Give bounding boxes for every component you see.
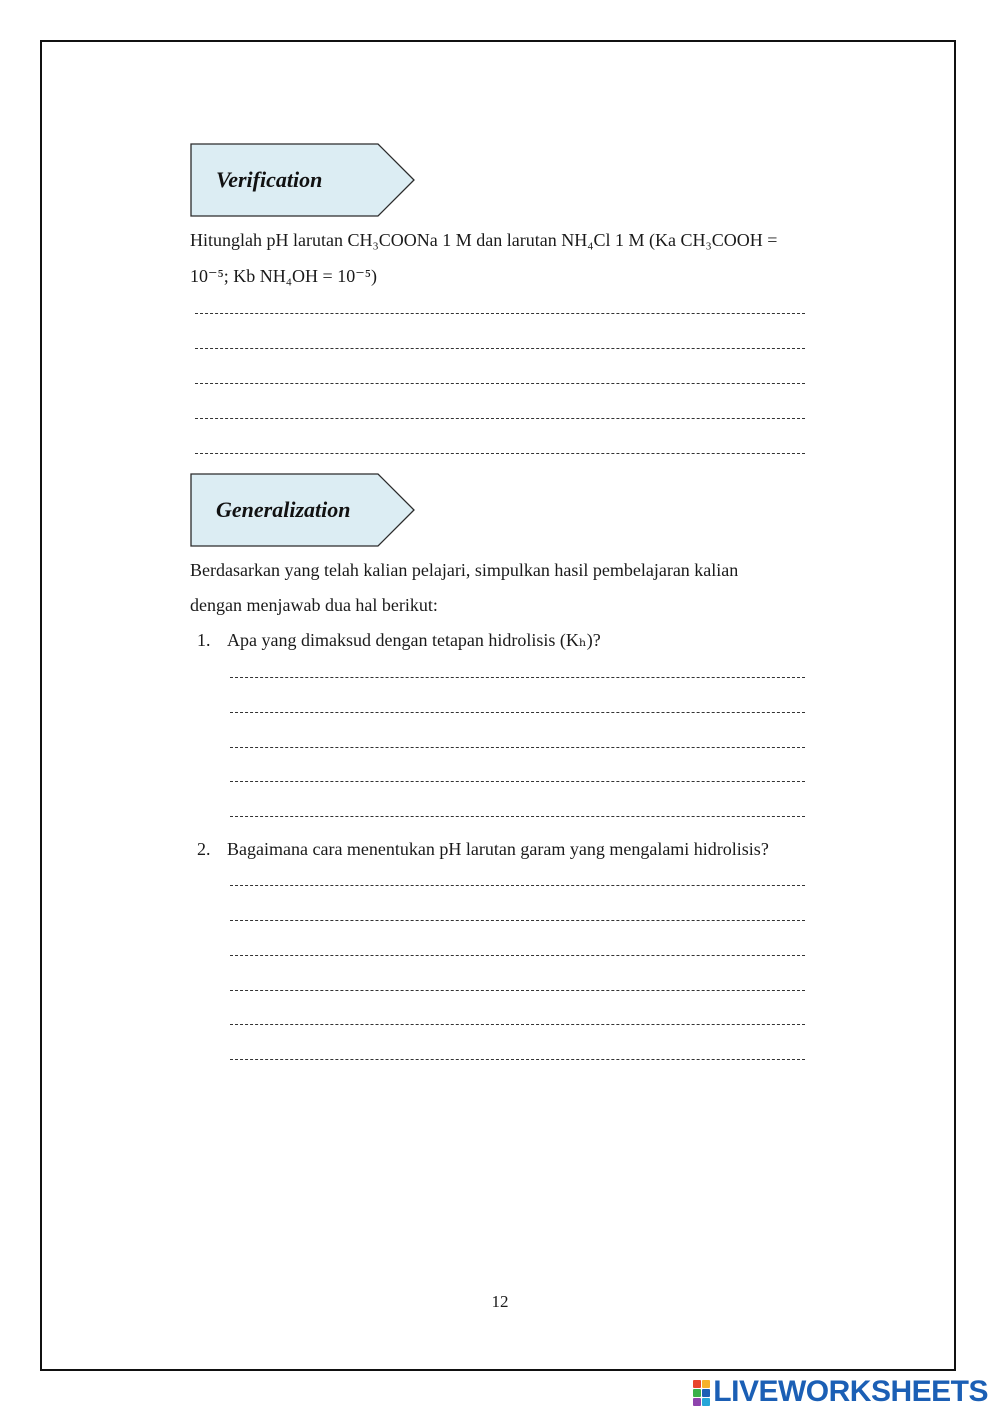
generalization-intro-line-2: dengan menjawab dua hal berikut: — [190, 595, 438, 615]
page-number: 12 — [491, 1292, 509, 1311]
answer-line[interactable] — [230, 747, 805, 748]
question-number: 1. — [197, 630, 211, 650]
question-text: Apa yang dimaksud dengan tetapan hidrolisis (Kₕ)? — [227, 630, 601, 650]
generalization-heading — [190, 473, 416, 547]
answer-line[interactable] — [230, 1024, 805, 1025]
question-number: 2. — [197, 839, 211, 859]
answer-line[interactable] — [230, 677, 805, 678]
answer-line[interactable] — [230, 712, 805, 713]
answer-line[interactable] — [230, 955, 805, 956]
brand-text: LIVEWORKSHEETS — [713, 1375, 988, 1408]
question-text: Bagaimana cara menentukan pH larutan garam yang mengalami hidrolisis? — [227, 839, 769, 859]
answer-line[interactable] — [230, 885, 805, 886]
verification-title: Verification — [216, 167, 323, 192]
answer-line[interactable] — [195, 313, 805, 314]
answer-line[interactable] — [230, 1059, 805, 1060]
answer-line[interactable] — [195, 348, 805, 349]
verification-heading — [190, 143, 416, 217]
brand-logo — [693, 1374, 988, 1410]
answer-line[interactable] — [230, 990, 805, 991]
answer-line[interactable] — [195, 383, 805, 384]
verification-question-line-1: Hitunglah pH larutan CH₃COONa 1 M dan larutan NH₄Cl 1 M (Ka CH₃COOH = — [190, 230, 778, 250]
answer-line[interactable] — [230, 920, 805, 921]
liveworksheets-logo-icon — [693, 1380, 709, 1404]
verification-question-line-2: 10⁻⁵; Kb NH₄OH = 10⁻⁵) — [190, 266, 377, 286]
answer-line[interactable] — [230, 781, 805, 782]
answer-line[interactable] — [195, 418, 805, 419]
generalization-title: Generalization — [216, 497, 351, 522]
answer-line[interactable] — [230, 816, 805, 817]
generalization-intro-line-1: Berdasarkan yang telah kalian pelajari, simpulkan hasil pembelajaran kalian — [190, 560, 739, 580]
answer-line[interactable] — [195, 453, 805, 454]
